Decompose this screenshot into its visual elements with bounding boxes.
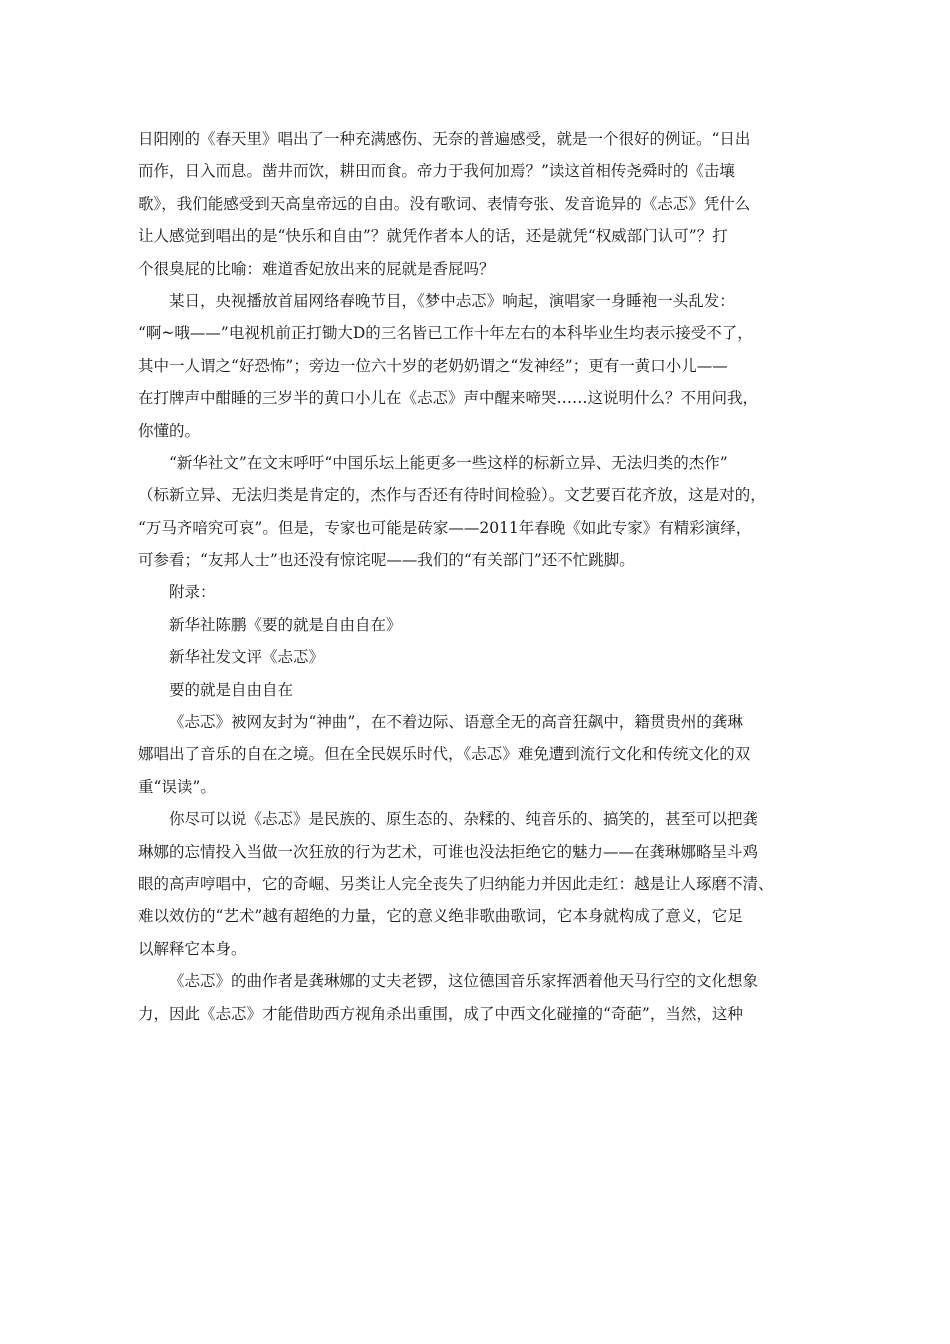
text-line: 在打牌声中酣睡的三岁半的黄口小儿在《忐忑》声中醒来啼哭……这说明什么？不用问我， bbox=[138, 389, 759, 408]
text-line: 附录： bbox=[169, 583, 216, 602]
text-line: 个很臭屁的比喻：难道香妃放出来的屁就是香屁吗？ bbox=[138, 259, 495, 278]
text-line: 《忐忑》被网友封为“神曲”，在不着边际、语意全无的高音狂飙中，籍贯贵州的龚琳 bbox=[169, 713, 743, 732]
text-line: 新华社发文评《忐忑》 bbox=[169, 648, 325, 667]
text-line: 力，因此《忐忑》才能借助西方视角杀出重围，成了中西文化碰撞的“奇葩”，当然，这种 bbox=[138, 1004, 743, 1023]
text-line: 新华社陈鹏《要的就是自由自在》 bbox=[169, 615, 402, 634]
text-line: 某日，央视播放首届网络春晚节目，《梦中忐忑》响起，演唱家一身睡袍一头乱发： bbox=[169, 291, 735, 310]
text-line: 你尽可以说《忐忑》是民族的、原生态的、杂糅的、纯音乐的、搞笑的，甚至可以把龚 bbox=[169, 810, 759, 829]
text-line: （标新立异、无法归类是肯定的，杰作与否还有待时间检验）。文艺要百花齐放，这是对的， bbox=[138, 486, 766, 505]
text-line: 日阳刚的《春天里》唱出了一种充满感伤、无奈的普遍感受，就是一个很好的例证。“日出 bbox=[138, 130, 751, 148]
text-line: 其中一人谓之“好恐怖”；旁边一位六十岁的老奶奶谓之“发神经”；更有一黄口小儿—— bbox=[138, 356, 728, 375]
text-line: 可参看；“友邦人士”也还没有惊诧呢——我们的“有关部门”还不忙跳脚。 bbox=[138, 551, 635, 570]
text-line: 重“误读”。 bbox=[138, 777, 216, 796]
text-line: “万马齐喑究可哀”。但是，专家也可能是砖家——2011年春晚《如此专家》有精彩演绎， bbox=[138, 518, 752, 537]
text-line: 你懂的。 bbox=[138, 421, 201, 440]
text-line: 娜唱出了音乐的自在之境。但在全民娱乐时代，《忐忑》难免遭到流行文化和传统文化的双 bbox=[138, 745, 751, 764]
text-line: 让人感觉到唱出的是“快乐和自由”？就凭作者本人的话，还是就凭“权威部门认可”？打 bbox=[138, 227, 728, 246]
text-line: 以解释它本身。 bbox=[138, 939, 247, 958]
text-line: 而作，日入而息。凿井而饮，耕田而食。帝力于我何加焉？”读这首相传尧舜时的《击壤 bbox=[138, 162, 735, 181]
text-line: 歌》，我们能感受到天高皇帝远的自由。没有歌词、表情夸张、发音诡异的《忐忑》凭什么 bbox=[138, 194, 751, 213]
text-line: “啊~哦——”电视机前正打锄大D的三名皆已工作十年左右的本科毕业生均表示接受不了， bbox=[138, 324, 753, 343]
text-line: 琳娜的忘情投入当做一次狂放的行为艺术，可谁也没法拒绝它的魅力——在龚琳娜略呈斗鸡 bbox=[138, 842, 759, 861]
text-line: 眼的高声哼唱中，它的奇崛、另类让人完全丧失了归纳能力并因此走红：越是让人琢磨不清、 bbox=[138, 874, 774, 893]
text-line: 要的就是自由自在 bbox=[169, 680, 294, 699]
text-line: “新华社文”在文末呼吁“中国乐坛上能更多一些这样的标新立异、无法归类的杰作” bbox=[169, 453, 728, 472]
document-page bbox=[138, 123, 824, 1030]
text-line: 《忐忑》的曲作者是龚琳娜的丈夫老锣，这位德国音乐家挥洒着他天马行空的文化想象 bbox=[169, 972, 759, 991]
text-line: 难以效仿的“艺术”越有超绝的力量，它的意义绝非歌曲歌词，它本身就构成了意义，它足 bbox=[138, 907, 743, 926]
